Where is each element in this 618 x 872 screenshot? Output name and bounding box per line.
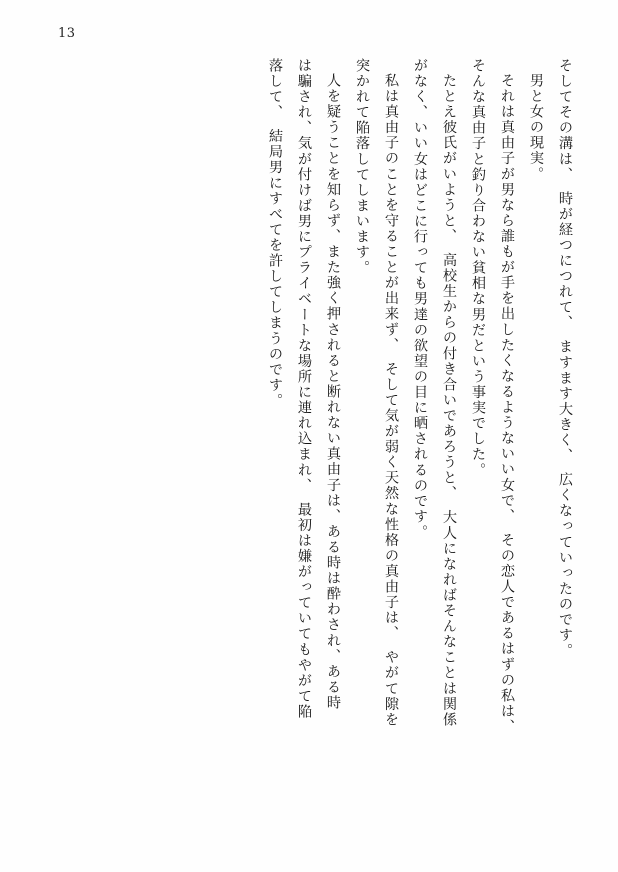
text-line: 私は真由子のことを守ることが出来ず、 そして気が弱く天然な性格の真由子は、 やがて隙を (383, 73, 399, 728)
text-line: そしてその溝は、 時が経つにつれて、 ますます大きく、 広くなっていったのです。 (557, 58, 573, 659)
text-line: それは真由子が男なら誰もが手を出したくなるようないい女で、 その恋人であるはずの私は、 (499, 73, 515, 735)
text-line: がなく、いい女はどこに行っても男達の欲望の目に晒されるのです。 (412, 58, 428, 541)
vertical-text-body (58, 58, 572, 844)
text-line: 人を疑うことを知らず、また強く押されると断れない真由子は、ある時は酔わされ、ある時 (325, 73, 341, 711)
text-line: は騙され、気が付けば男にプライベートな場所に連れ込まれ、 最初は嫌がっていてもやがて陥 (296, 58, 312, 720)
text-line: 落して、 結局男にすべてを許してしまうのです。 (267, 58, 283, 409)
text-line: そんな真由子と釣り合わない貧相な男だという事実でした。 (470, 58, 486, 478)
text-line: 突かれて陥落してしまいます。 (354, 58, 370, 276)
text-line: 男と女の現実。 (528, 73, 544, 182)
text-line: たとえ彼氏がいようと、 高校生からの付き合いであろうと、 大人になればそんなことは関係 (441, 73, 457, 728)
page-number: 13 (58, 26, 76, 41)
